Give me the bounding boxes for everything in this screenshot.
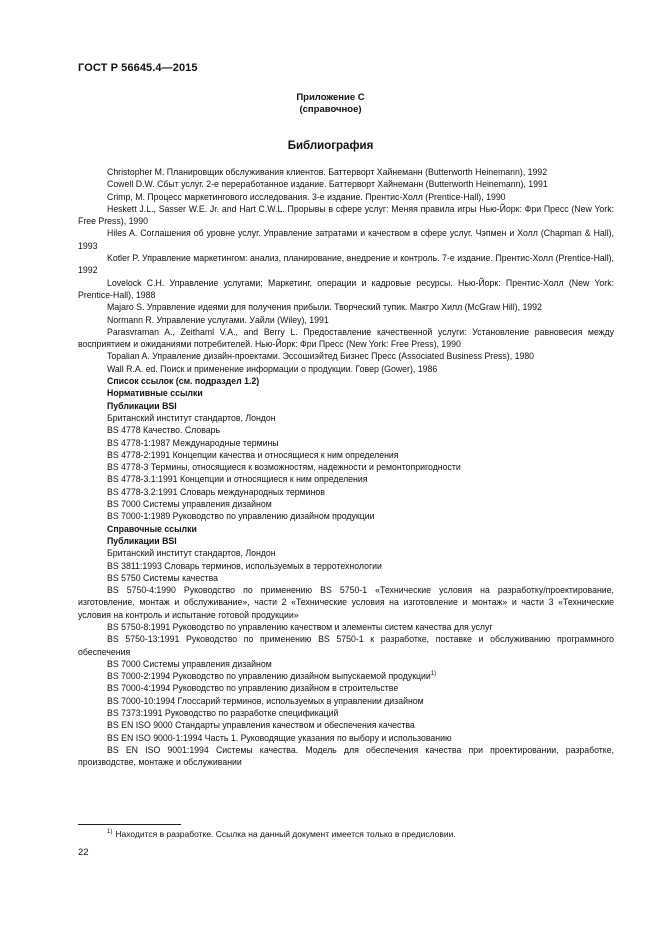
page-number: 22 <box>78 847 89 858</box>
annex-subtitle: (справочное) <box>299 104 362 115</box>
reference-item: BS 7000-10:1994 Глоссарий терминов, используемых в управлении дизайном <box>107 695 424 706</box>
bibliography-entry: Wall R.A. ed. Поиск и применение информации о продукции. Говер (Gower), 1986 <box>107 363 438 374</box>
reference-item: Британский институт стандартов, Лондон <box>107 412 276 423</box>
reference-item: BS 4778-3.1:1991 Концепции и относящиеся к ним определения <box>107 474 368 485</box>
reference-item: BS EN ISO 9000 Стандарты управления качеством и обеспечения качества <box>107 720 415 731</box>
footnote-divider <box>78 824 181 825</box>
bibliography-entry: Cowell D.W. Сбыт услуг. 2-е переработанное издание. Баттерворт Хайнеманн (Butterworth Heinemann), 1991 <box>107 179 548 190</box>
normative-refs-title: Нормативные ссылки <box>107 388 203 399</box>
bibliography-entry: Heskett J.L., Sasser W.E. Jr. and Hart C.W.L. Прорывы в сфере услуг: Меняя правила игры Нью-Йорк: Фри Пресс (New York: Free Press), 1990 <box>78 203 614 227</box>
normative-publisher-heading: Публикации BSI <box>107 400 177 411</box>
content-body <box>78 166 614 769</box>
reference-item: BS EN ISO 9001:1994 Системы качества. Модель для обеспечения качества при проектировании, разработке, производстве, монтаже и обслуживании <box>78 744 614 768</box>
reference-item: BS 4778-2:1991 Концепции качества и относящиеся к ним определения <box>107 449 399 460</box>
reference-item: BS 7000-1:1989 Руководство по управлению дизайном продукции <box>107 511 375 522</box>
footnote-ref-mark: 1) <box>430 671 437 678</box>
informative-refs-title: Справочные ссылки <box>107 523 197 534</box>
footnote <box>107 829 456 839</box>
bibliography-entry: Parasvraman A., Zeithaml V.A., and Berry L. Предоставление качественной услуги: Установление равновесия между восприятием и ожиданиями потребителей. Нью-Йорк: Фри Пресс (New York: Free Press), 1990 <box>78 326 614 350</box>
bibliography-entry: Topalian A. Управление дизайн-проектами. Эссошиэйтед Бизнес Пресс (Associated Business Press), 1980 <box>107 351 535 362</box>
reference-item-with-footnote <box>78 670 614 682</box>
reference-item: BS 5750-4:1990 Руководство по применению BS 5750-1 «Технические условия на разработку/проектирование, изготовление, монтаж и обслуживание», части 2 «Технические условия на изготовление и монтаж» и части 3 «Технические условия на контроль и испытание готовой продукции» <box>78 585 614 620</box>
bibliography-entry: Crimp, M. Процесс маркетингового исследования. 3-е издание. Прентис-Холл (Prentice-Hall), 1990 <box>107 191 506 202</box>
informative-publisher-heading: Публикации BSI <box>107 535 177 546</box>
reference-item: BS 4778-1:1987 Международные термины <box>107 437 279 448</box>
footnote-mark: 1) <box>107 829 113 835</box>
reference-item: BS 7000-4:1994 Руководство по управлению дизайном в строительстве <box>107 683 399 694</box>
reference-item: BS 5750 Системы качества <box>107 572 219 583</box>
bibliography-entry: Majaro S. Управление идеями для получения прибыли. Творческий тупик. Макгро Хилл (McGraw Hill), 1992 <box>107 302 542 313</box>
reference-item: BS EN ISO 9000-1:1994 Часть 1. Руководящие указания по выбору и использованию <box>107 732 452 743</box>
reference-item: BS 4778-3 Термины, относящиеся к возможностям, надежности и ремонтопригодности <box>107 462 461 473</box>
annex-title: Приложение С <box>296 92 365 103</box>
document-code-header: ГОСТ Р 56645.4—2015 <box>78 62 198 74</box>
bibliography-entry: Christopher M. Планировщик обслуживания клиентов. Баттерворт Хайнеманн (Butterworth Heinemann), 1992 <box>107 167 548 177</box>
bibliography-entry: Kotler P. Управление маркетингом: анализ, планирование, внедрение и контроль. 7-е издание. Прентис-Холл (Prentice-Hall), 1992 <box>78 253 614 276</box>
reference-item: Британский институт стандартов, Лондон <box>107 548 276 559</box>
reference-item: BS 7000 Системы управления дизайном <box>107 658 272 669</box>
reference-item: BS 4778-3.2:1991 Словарь международных терминов <box>107 486 325 497</box>
bibliography-entry: Normann R. Управление услугами. Уайли (Wiley), 1991 <box>107 314 329 325</box>
bibliography-title: Библиография <box>287 140 374 152</box>
bibliography-entry: Hiles A. Соглашения об уровне услуг. Управление затратами и качеством в сфере услуг. Чэпмен и Холл (Chapman & Hall), 1993 <box>78 228 614 251</box>
reference-item-text: BS 7000-2:1994 Руководство по управлению дизайном выпускаемой продукции <box>107 671 431 682</box>
reference-item: BS 5750-8:1991 Руководство по управлению качеством и элементы систем качества для услуг <box>107 621 493 632</box>
reference-item: BS 4778 Качество. Словарь <box>107 425 221 436</box>
reference-item: BS 5750-13:1991 Руководство по применению BS 5750-1 к разработке, поставке и обслуживанию программного обеспечения <box>78 634 614 657</box>
references-title: Список ссылок (см. подраздел 1.2) <box>107 376 260 387</box>
footnote-text: Находится в разработке. Ссылка на данный документ имеется только в предисловии. <box>115 829 456 839</box>
reference-item: BS 3811:1993 Словарь терминов, используемых в терротехнологии <box>107 560 382 571</box>
bibliography-entry: Lovelock C.H. Управление услугами; Маркетинг, операции и кадровые ресурсы. Нью-Йорк: Прентис-Холл (New York: Prentice-Hall), 1988 <box>78 277 614 300</box>
reference-item: BS 7000 Системы управления дизайном <box>107 499 272 510</box>
reference-item: BS 7373:1991 Руководство по разработке спецификаций <box>107 708 339 719</box>
